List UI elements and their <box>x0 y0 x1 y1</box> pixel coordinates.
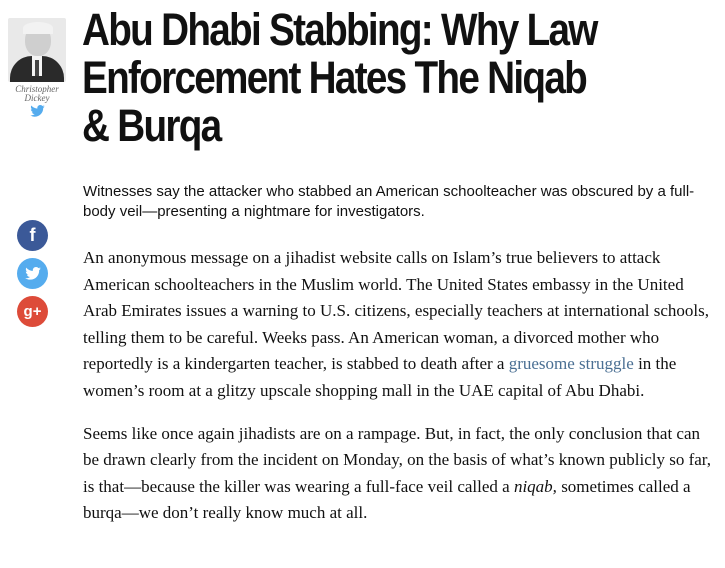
author-twitter-link[interactable] <box>6 105 68 117</box>
author-name[interactable] <box>6 85 68 103</box>
twitter-icon <box>25 267 41 280</box>
niqab-italic: niqab, <box>513 476 557 496</box>
author-avatar[interactable] <box>8 18 66 82</box>
facebook-share-button[interactable] <box>17 220 48 251</box>
facebook-icon: f <box>29 225 36 245</box>
article-headline: Abu Dhabi Stabbing: Why Law Enforcement Hates The Niqab & Burqa <box>82 4 597 151</box>
paragraph-1 <box>83 245 713 405</box>
author-first-name: Christopher <box>15 84 59 94</box>
article-dek: Witnesses say the attacker who stabbed an American schoolteacher was obscured by a full-body veil—presenting a nightmare for investigators. <box>83 183 695 220</box>
google-plus-share-button[interactable] <box>17 296 48 327</box>
gruesome-struggle-link[interactable]: gruesome struggle <box>508 354 634 374</box>
author-byline <box>6 18 68 117</box>
paragraph-2-text-b: sometimes called a burqa—we don’t really know much at all. <box>83 476 691 523</box>
paragraph-1-text-a: An anonymous message on a jihadist website calls on Islam’s true believers to attack American schoolteachers in the Muslim world. The United States embassy in the United Arab Emirates issues a warning to U.S. citizens, especially teachers at international schools, telling them to be careful. Weeks pass. An American woman, a divorced mother who reportedly is a kindergarten teacher, is stabbed to death after a <box>83 248 709 374</box>
article-body <box>83 245 713 543</box>
paragraph-2 <box>83 421 713 527</box>
google-plus-icon: g+ <box>23 303 42 320</box>
share-buttons <box>17 220 49 334</box>
paragraph-2-text-a: Seems like once again jihadists are on a rampage. But, in fact, the only conclusion that can be drawn clearly from the incident on Monday, on the basis of what’s known publicly so far, is that—because the killer was wearing a full-face veil called a <box>83 423 712 496</box>
twitter-share-button[interactable] <box>17 258 48 289</box>
author-last-name: Dickey <box>24 93 50 103</box>
twitter-bird-icon <box>30 105 45 117</box>
paragraph-1-text-b: in the women’s room at a glitzy upscale shopping mall in the UAE capital of Abu Dhabi. <box>83 354 677 400</box>
